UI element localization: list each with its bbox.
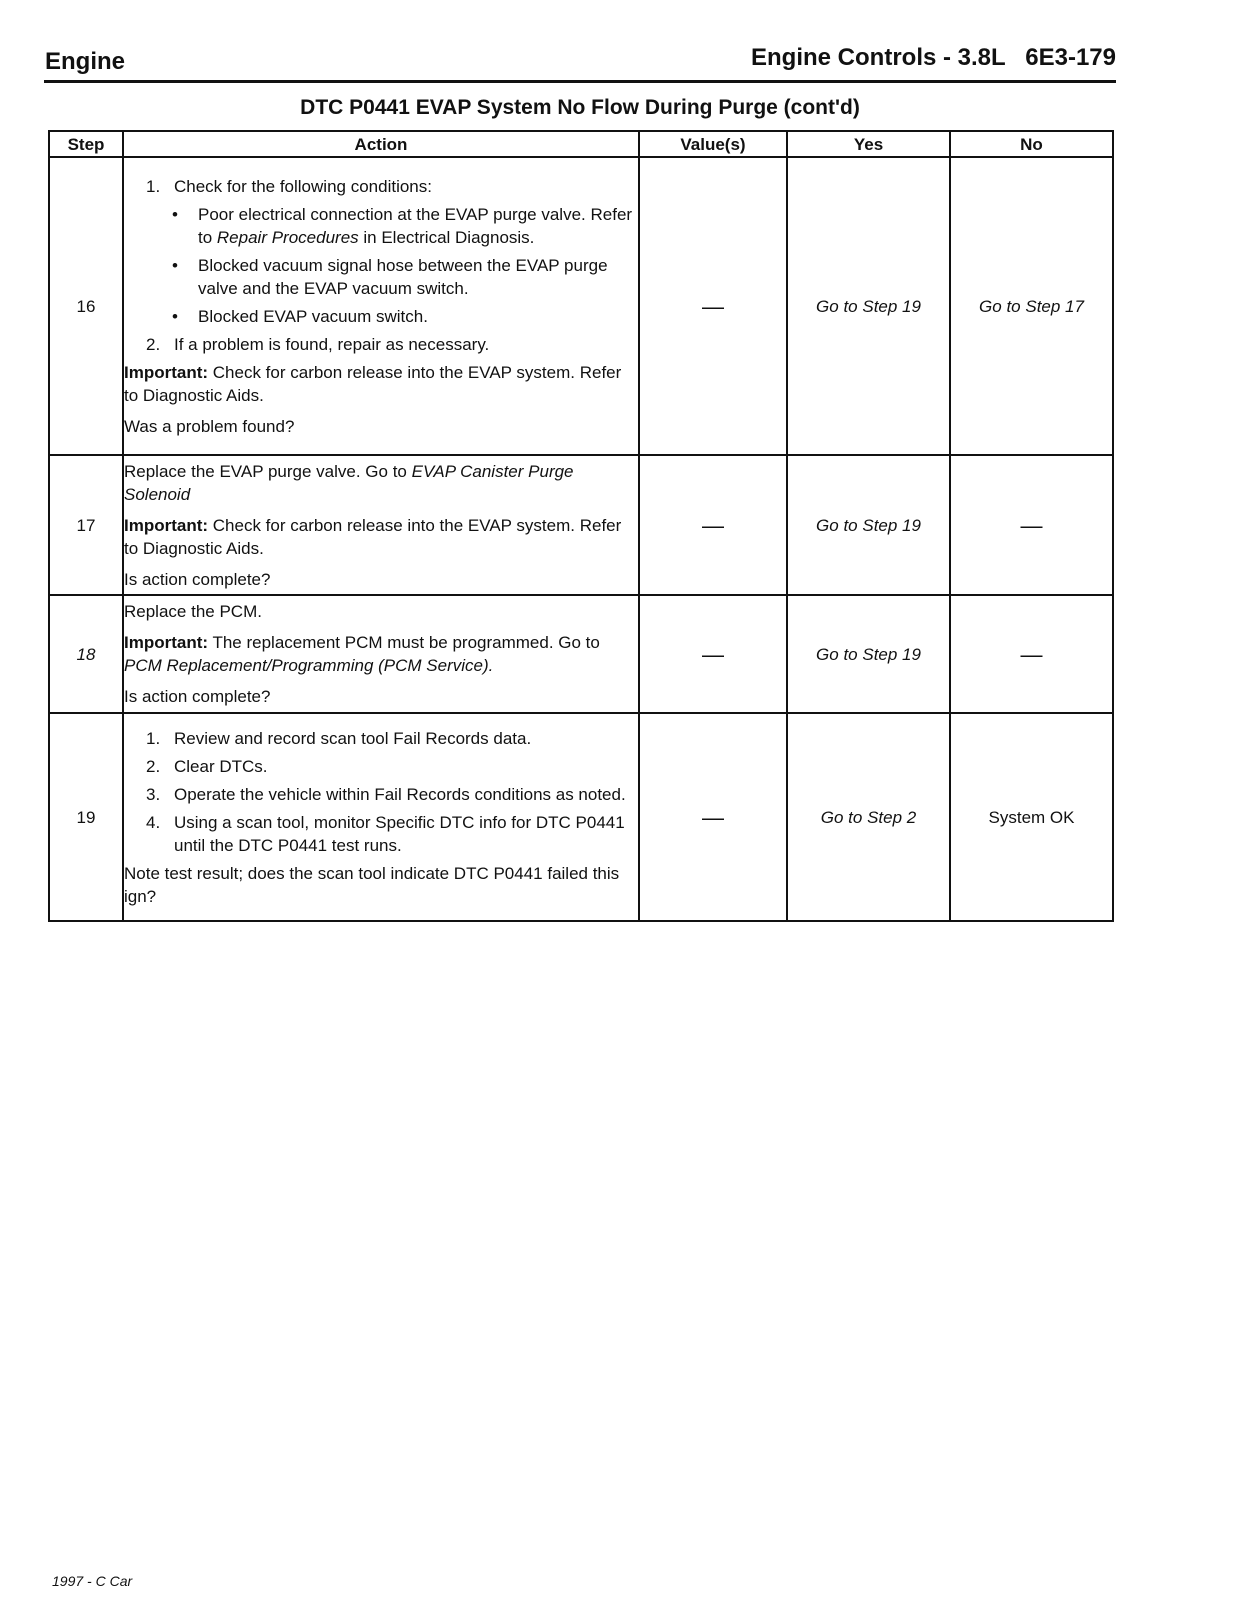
list-number: 1. — [146, 728, 161, 748]
numbered-list — [124, 333, 638, 356]
question-text: Is action complete? — [124, 569, 271, 589]
column-header-action: Action — [123, 131, 639, 157]
no-cell: — — [950, 595, 1113, 713]
list-item-text: Clear DTCs. — [174, 756, 268, 776]
no-cell: System OK — [950, 713, 1113, 921]
list-item-text: Poor electrical connection at the EVAP purge valve. Refer to Repair Procedures in Electrical Diagnosis. — [198, 204, 633, 247]
diagnostic-table — [48, 130, 1114, 922]
list-item — [146, 783, 638, 806]
bullet: • — [172, 255, 178, 275]
list-item-text: Check for the following conditions: — [174, 176, 432, 196]
page-footer: 1997 - C Car — [52, 1573, 133, 1589]
list-item-text: Blocked vacuum signal hose between the EVAP purge valve and the EVAP vacuum switch. — [198, 255, 608, 298]
document-title: DTC P0441 EVAP System No Flow During Purge (cont'd) — [300, 96, 860, 119]
important-note: Important: Check for carbon release into the EVAP system. Refer to Diagnostic Aids. — [124, 362, 622, 405]
reference-link-text: Repair Procedures — [216, 227, 359, 247]
action-cell — [123, 157, 639, 455]
bullet: • — [172, 306, 178, 326]
step-number: 17 — [49, 455, 123, 595]
table-header-row — [49, 131, 1113, 157]
bullet: • — [172, 204, 178, 224]
list-number: 4. — [146, 812, 161, 832]
list-item — [146, 727, 638, 750]
action-text: Replace the PCM. — [124, 602, 262, 621]
step-number: 16 — [49, 157, 123, 455]
list-item-text: Operate the vehicle within Fail Records conditions as noted. — [174, 784, 626, 804]
list-item — [172, 254, 638, 300]
section-title: Engine — [45, 48, 126, 75]
value-cell: — — [639, 157, 787, 455]
list-item-text: Using a scan tool, monitor Specific DTC info for DTC P0441 until the DTC P0441 test runs. — [174, 812, 625, 855]
list-number: 3. — [146, 784, 161, 804]
list-item — [172, 203, 638, 249]
yes-cell: Go to Step 2 — [787, 713, 950, 921]
table-row — [49, 157, 1113, 455]
page-title: Engine Controls - 3.8L 6E3-179 — [751, 44, 1116, 71]
list-item-text: Review and record scan tool Fail Records data. — [174, 728, 532, 748]
action-cell — [123, 713, 639, 921]
yes-cell: Go to Step 19 — [787, 595, 950, 713]
column-header-yes: Yes — [787, 131, 950, 157]
header-rule — [44, 80, 1116, 83]
list-item-text: Blocked EVAP vacuum switch. — [198, 306, 428, 326]
no-cell: Go to Step 17 — [950, 157, 1113, 455]
column-header-step: Step — [49, 131, 123, 157]
list-item — [146, 811, 638, 857]
action-cell — [123, 455, 639, 595]
question-text: Was a problem found? — [124, 416, 295, 436]
question-text: Is action complete? — [124, 687, 271, 706]
important-note: Important: Check for carbon release into the EVAP system. Refer to Diagnostic Aids. — [124, 515, 622, 558]
step-number: 19 — [49, 713, 123, 921]
list-item-text: If a problem is found, repair as necessary. — [174, 334, 490, 354]
list-item — [146, 333, 638, 356]
table-row — [49, 455, 1113, 595]
value-cell: — — [639, 455, 787, 595]
list-number: 2. — [146, 334, 161, 354]
list-item — [146, 175, 638, 198]
action-cell — [123, 595, 639, 713]
list-number: 1. — [146, 176, 161, 196]
value-cell: — — [639, 713, 787, 921]
important-note: Important: The replacement PCM must be programmed. Go to PCM Replacement/Programming (PCM Service). — [124, 633, 600, 675]
reference-link-text: PCM Replacement/Programming (PCM Service). — [124, 656, 494, 675]
list-item — [172, 305, 638, 328]
value-cell: — — [639, 595, 787, 713]
yes-cell: Go to Step 19 — [787, 455, 950, 595]
numbered-list — [124, 175, 638, 198]
table-row — [49, 595, 1113, 713]
table-row — [49, 713, 1113, 921]
column-header-no: No — [950, 131, 1113, 157]
reference-link-text: EVAP Canister Purge Solenoid — [124, 461, 574, 504]
step-number: 18 — [49, 595, 123, 713]
yes-cell: Go to Step 19 — [787, 157, 950, 455]
question-text: Note test result; does the scan tool indicate DTC P0441 failed this ign? — [124, 863, 620, 906]
list-item — [146, 755, 638, 778]
no-cell: — — [950, 455, 1113, 595]
column-header-values: Value(s) — [639, 131, 787, 157]
bullet-list — [124, 203, 638, 328]
numbered-list — [124, 727, 638, 857]
list-number: 2. — [146, 756, 161, 776]
action-text: Replace the EVAP purge valve. Go to EVAP Canister Purge Solenoid — [124, 461, 574, 504]
